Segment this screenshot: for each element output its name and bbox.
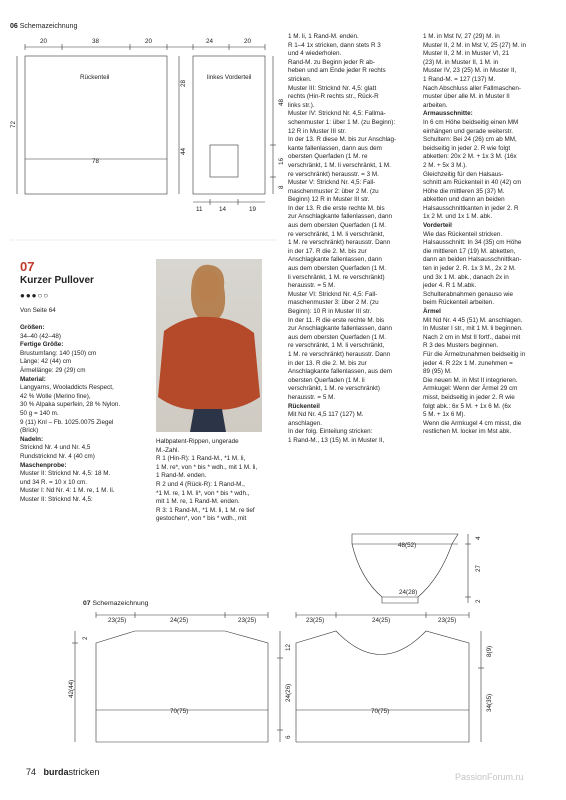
spec-line: 9 (11) Knl – Fb. 1025.0075 Ziegel (20, 418, 114, 426)
text-line: Die neuen M. in Mst II integrieren. (423, 376, 518, 384)
text-line: Muster II, 2 M. in Muster VI, 21 (423, 50, 510, 58)
text-line: Muster III: Stricknd Nr. 4,5: glatt (288, 84, 377, 92)
dim-07-b2: 24(25) (170, 617, 189, 624)
text-line: 1 M. re verschränkt) herausstr. Dann (288, 350, 391, 358)
model-photo (156, 259, 262, 432)
dim-06-2: 38 (92, 38, 100, 45)
text-line: beim Rückenteil arbeiten. (423, 299, 495, 307)
text-line: Rückenteil (288, 402, 320, 410)
dim-06-11: 11 (196, 206, 203, 213)
dim-06-3: 20 (145, 38, 153, 45)
text-line: R 3 des Musters beginnen. (423, 342, 499, 350)
spec-line: Muster II: Stricknd Nr. 4,5: (20, 495, 93, 503)
text-line: herausstr. = 5 M. (288, 393, 336, 401)
text-line: 1 Rand-M., 13 (15) M. in Muster II, (288, 436, 385, 444)
text-line: schnitt am Rückenteil in 40 (42) cm (423, 179, 522, 187)
section-header-07 (83, 600, 148, 607)
text-line: In Muster I str., mit 1 M. li beginnen. (423, 325, 523, 333)
sleeve-2: 2 (475, 599, 482, 603)
text-line: In der 13. R diese M. bis zur Anschlag- (288, 136, 397, 144)
text-line: in der 17. R die 2. M. bis zur (288, 247, 367, 255)
dim-07-b3: 23(25) (238, 617, 257, 624)
dim-06-1: 20 (40, 38, 48, 45)
dim-06-19: 19 (249, 206, 257, 213)
text-line: (23) M. in Muster II, 1 M. in (423, 58, 499, 66)
spec-line: Stricknd Nr. 4 und Nr. 4,5 (20, 444, 91, 452)
text-line: Für die Ärmelzunahmen beidseitig in (423, 350, 526, 358)
text-line: Anschlagkante fallenlassen, aus dem (288, 368, 392, 376)
spec-line: 30 % Alpaka superfein, 28 % Nylon. (20, 401, 121, 409)
dim-06-5: 20 (244, 38, 252, 45)
text-line: schenmuster 1: über 1 M. (zu Beginn): (288, 118, 396, 126)
back-label: Rückenteil (80, 74, 110, 81)
column-instructions-2 (423, 33, 559, 437)
text-line: ten in jeder 2. R. 1x 3 M., 2x 2 M. (423, 265, 516, 273)
sleeve-27: 27 (475, 564, 482, 572)
text-line: Anschlagkante fallenlassen, dann (288, 256, 382, 264)
text-line: re verschränkt) herausstr. = 3 M. (288, 170, 379, 178)
text-line: 1 Rand-M. = 127 (137) M. (423, 75, 496, 83)
dim-07-f3: 23(25) (438, 617, 457, 624)
text-line: Nach 2 cm in Mst II fortf., dabei mit (423, 333, 521, 341)
section-number-07: 07 (83, 600, 91, 607)
text-line: Mit Nd Nr. 4,5 117 (127) M. (288, 411, 364, 419)
text-line: kante fallenlassen, dann aus dem (288, 144, 382, 152)
text-line: Wenn die Armkugel 4 cm misst, die (423, 419, 522, 427)
column-pattern-under-photo (156, 438, 282, 524)
text-line: zur Anschlagkante fallenlassen, dann (288, 213, 392, 221)
text-line: 12 R in Muster III str. (288, 127, 347, 135)
text-line: dann an beiden Halsausschnittkan- (423, 256, 522, 264)
spec-line: Länge: 42 (44) cm (20, 358, 72, 366)
text-line: Armkugel: Wenn der Ärmel 29 cm (423, 385, 518, 393)
dim-06-bottom: 78 (92, 158, 100, 165)
spec-heading: Nadeln: (20, 435, 44, 443)
text-line: re verschränkt, 1 M. li verschränkt, (288, 230, 385, 238)
text-line: links str.). (288, 101, 315, 109)
text-line: In der folg. Einteilung stricken: (288, 428, 373, 436)
text-line: verschränkt, 1 M. li verschränkt, 1 M. (288, 161, 391, 169)
text-line: und 3x 1 M. abk., danach 2x in (423, 273, 509, 281)
text-line: folgt abk.: 6x 5 M. + 1x 6 M. (6x (423, 402, 512, 410)
text-line: In 6 cm Höhe beidseitig einen MM (423, 118, 519, 126)
dim-07-left: 42(44) (68, 679, 75, 698)
text-line: Halsausschnitt: In 34 (35) cm Höhe (423, 239, 522, 247)
text-line: Höhe die mittleren 35 (37) M. (423, 187, 505, 195)
spec-line: (Brick) (20, 427, 39, 435)
pattern-title: Kurzer Pullover (20, 275, 94, 286)
dim-07-2: 2 (82, 636, 89, 640)
dim-06-44: 44 (180, 147, 187, 155)
column-instructions-1 (288, 33, 422, 446)
spec-line: und 34 R. = 10 x 10 cm. (20, 478, 88, 486)
front-label: linkes Vorderteil (207, 74, 252, 81)
text-line: Beginn) 12 R in Muster III str. (288, 196, 370, 204)
dim-06-4: 24 (206, 38, 214, 45)
spec-line: Brustumfang: 140 (150) cm (20, 349, 97, 357)
spec-line: Muster I: Nd Nr. 4: 1 M. re, 1 M. li. (20, 487, 115, 495)
text-line: R 1–4 1x stricken, dann stets R 3 (288, 41, 381, 49)
text-line: 1 M. re*, von * bis * wdh., mit 1 M. li, (156, 463, 258, 471)
text-line: Schultern: Bei 24 (26) cm ab MM, (423, 136, 517, 144)
text-line: aus dem obersten Querfaden (1 M. (288, 265, 387, 273)
text-line: maschenmuster 2: über 2 M. (zu (288, 187, 379, 195)
dim-07-6: 6 (285, 735, 292, 739)
text-line: beidseitig in jeder 2. R wie folgt (423, 144, 511, 152)
text-line: aus dem obersten Querfaden (1 M. (288, 333, 387, 341)
text-line: maschenmuster 3: über 2 M. (zu (288, 299, 379, 307)
text-line: R 1 (Hin-R): 1 Rand-M., *1 M. li, (156, 455, 246, 463)
text-line: Gleichzeitig für den Halsaus- (423, 170, 504, 178)
text-line: die mittleren 17 (19) M. abketten, (423, 247, 516, 255)
text-line: gestochen*, von * bis * wdh., mit (156, 515, 247, 523)
text-line: jeder 4. R 1 M.abk. (423, 282, 477, 290)
text-line: anschlagen. (288, 419, 322, 427)
text-line: Muster IV, 23 (25) M. in Muster II, (423, 67, 517, 75)
pattern-number: 07 (20, 259, 35, 274)
text-line: obersten Querfaden (1 M. re (288, 153, 368, 161)
text-line: 1 M. li, 1 Rand-M. enden. (288, 33, 359, 40)
spec-heading: Maschenprobe: (20, 461, 67, 469)
text-line: Halsausschnittkanten in jeder 2. R (423, 204, 519, 212)
text-line: 2 M. + 5x 3 M.). (423, 161, 467, 169)
text-line: 1 Rand-M. enden. (156, 472, 207, 480)
text-line: Muster VI: Stricknd Nr. 4,5: Fall- (288, 290, 378, 298)
sleeve-bottom: 24(28) (399, 589, 418, 596)
dim-07-12: 12 (285, 643, 292, 651)
text-line: jeder 4. R 22x 1 M. zunehmen = (423, 359, 513, 367)
dim-07-front-bottom: 70(75) (371, 708, 390, 715)
dim-07-34: 34(35) (486, 693, 493, 712)
text-line: R 3: 1 Rand-M., *1 M. li, 1 M. re tief (156, 506, 255, 514)
dim-07-f1: 23(25) (306, 617, 325, 624)
dim-06-left: 72 (10, 120, 17, 128)
spec-line: 42 % Wolle (Merino fine), (20, 392, 91, 400)
page-footer (26, 767, 100, 777)
text-line: herausstr. = 5 M. (288, 282, 336, 290)
text-line: stricken. (288, 75, 312, 83)
dim-06-14: 14 (219, 206, 227, 213)
spec-line: Rundstricknd Nr. 4 (40 cm) (20, 452, 95, 460)
text-line: misst, beidseitig in jeder 2. R wie (423, 393, 515, 401)
spec-line: Ärmellänge: 29 (29) cm (20, 366, 86, 374)
from-page: Von Seite 64 (20, 307, 56, 314)
spec-heading: Fertige Größe: (20, 341, 64, 349)
text-line: obersten Querfaden (1 M. li (288, 376, 365, 384)
dim-06-48: 48 (278, 98, 285, 106)
text-line: In der 11. R die erste rechte M. bis (288, 316, 385, 324)
text-line: li verschränkt, 1 M. re verschränkt) (288, 273, 385, 281)
spec-heading: Material: (20, 375, 46, 383)
text-line: *1 M. re, 1 M. li*, von * bis * wdh., (156, 489, 250, 497)
text-line: Schulterabnahmen genauso wie (423, 290, 513, 298)
text-line: Wie das Rückenteil stricken. (423, 230, 503, 238)
text-line: In der 13. R die erste rechte M. bis (288, 204, 385, 212)
spec-line: Langyarns, Wooladdicts Respect, (20, 384, 114, 392)
difficulty-rating: ●●●○○ (20, 291, 50, 300)
spec-line: 34–40 (42–48) (20, 332, 61, 340)
text-line: Armausschnitte: (423, 110, 473, 118)
spec-line: Muster II: Stricknd Nr. 4,5: 18 M. (20, 470, 111, 478)
dim-06-8: 8 (278, 185, 285, 189)
text-line: aus dem obersten Querfaden (1 M. (288, 222, 387, 230)
brand-bold: burda (43, 767, 69, 777)
text-line: abketten: 20x 2 M. + 1x 3 M. (16x (423, 153, 517, 161)
text-line: heben und am Ende jeder R rechts (288, 67, 386, 75)
sleeve-top: 48(52) (398, 542, 417, 549)
text-line: zur Anschlagkante fallenlassen, dann (288, 325, 392, 333)
brand-rest: stricken (68, 767, 100, 777)
text-line: 89 (95) M. (423, 368, 452, 376)
text-line: Ärmel (423, 308, 441, 315)
text-line: M.-Zahl. (156, 446, 180, 454)
text-line: Halbpatent-Rippen, ungerade (156, 438, 239, 445)
text-line: restlichen M. locker im Mst abk. (423, 428, 512, 436)
section-title: Schemazeichnung (19, 23, 78, 30)
text-line: 5 M. + 1x 6 M). (423, 411, 466, 419)
text-line: mit 1 M. re, 1 Rand-M. enden. (156, 498, 240, 506)
dim-06-16: 16 (278, 157, 285, 165)
text-line: rechts (Hin-R rechts str., Rück-R (288, 93, 379, 101)
text-line: muster über alle M. in Muster II (423, 93, 510, 101)
dim-07-24: 24(26) (285, 683, 292, 702)
dim-07-b1: 23(25) (108, 617, 127, 624)
text-line: arbeiten. (423, 101, 448, 109)
text-line: verschränkt, 1 M. re verschränkt) (288, 385, 381, 393)
spec-heading: Größen: (20, 324, 45, 331)
text-line: einhängen und gerade weiterstr. (423, 127, 513, 135)
text-line: re verschränkt, 1 M. li verschränkt, (288, 342, 385, 350)
dim-07-f2: 24(25) (372, 617, 391, 624)
text-line: 1x 2 M. und 1x 1 M. abk. (423, 213, 492, 221)
dim-07-back-bottom: 70(75) (170, 708, 189, 715)
sleeve-4: 4 (475, 536, 482, 540)
text-line: Beginn): 10 R in Muster III str. (288, 308, 372, 315)
column-materials (20, 324, 150, 504)
text-line: Muster II, 2 M. in Mst V, 25 (27) M. in (423, 41, 526, 49)
text-line: Vorderteil (423, 222, 452, 230)
text-line: Muster V: Stricknd Nr. 4,5: Fall- (288, 179, 376, 187)
dim-07-8: 8(9) (486, 645, 493, 657)
text-line: 1 M. in Mst IV, 27 (29) M. in (423, 33, 500, 40)
dim-06-28: 28 (180, 79, 187, 87)
text-line: Mit Nd Nr. 4 45 (51) M. anschlagen. (423, 316, 523, 324)
text-line: in der 13. R die 2. M. bis zur (288, 359, 367, 367)
text-line: Muster IV: Stricknd Nr. 4,5: Fallma- (288, 110, 386, 118)
text-line: R 2 und 4 (Rück-R): 1 Rand-M., (156, 480, 245, 488)
text-line: 1 M. re verschränkt) herausstr. Dann (288, 239, 391, 247)
text-line: Nach Abschluss aller Fallmaschen- (423, 84, 521, 92)
text-line: abketten und dann an beiden (423, 196, 505, 204)
spec-line: 50 g = 140 m. (20, 409, 59, 417)
text-line: Rand-M. zu Beginn jeder R ab- (288, 58, 375, 66)
text-line: und 4 wiederholen. (288, 50, 342, 58)
section-number: 06 (10, 23, 18, 30)
page-number: 74 (26, 767, 37, 777)
watermark: PassionForum.ru (455, 772, 524, 782)
section-title-07: Schemazeichnung (92, 600, 149, 607)
